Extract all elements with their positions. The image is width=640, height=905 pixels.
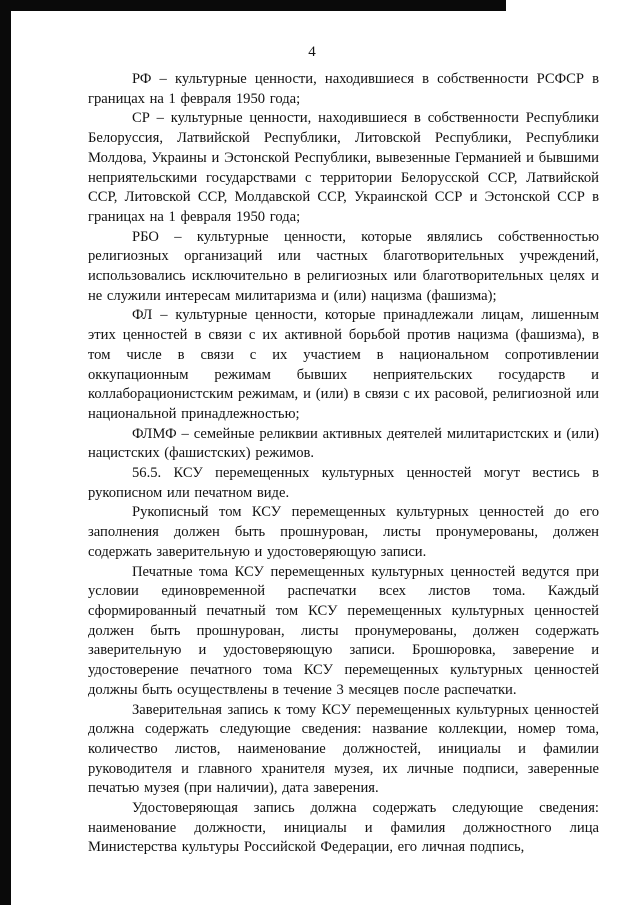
document-body xyxy=(88,70,599,858)
paragraph: РФ – культурные ценности, находившиеся в собственности РСФСР в границах на 1 февраля 1950 года; xyxy=(88,71,599,107)
paragraph: СР – культурные ценности, находившиеся в собственности Республики Белоруссия, Латвийской Республики, Литовской Республики, Республики Молдова, Украины и Эстонской Республики, вывезенные Германией и бывшими неприятельскими государствами с территории Белорусской ССР, Латвийской ССР, Литовской ССР, Молдавской ССР, Украинской ССР и Эстонской ССР в границах на 1 февраля 1950 года; xyxy=(88,110,599,225)
scan-border-top xyxy=(0,0,506,11)
paragraph: Печатные тома КСУ перемещенных культурных ценностей ведутся при условии единовременной распечатки всех листов тома. Каждый сформированный печатный том КСУ перемещенных культурных ценностей должен быть прошнурован, листы пронумерованы, должен содержать заверительную и удостоверяющую записи. Брошюровка, заверение и удостоверение печатного тома КСУ перемещенных культурных ценностей должны быть осуществлены в течение 3 месяцев после распечатки. xyxy=(88,563,599,698)
paragraph: Заверительная запись к тому КСУ перемещенных культурных ценностей должна содержать следующие сведения: название коллекции, номер тома, количество листов, наименование должностей, инициалы и фамилии руководителя и главного хранителя музея, их личные подписи, заверенные печатью музея (при наличии), дата заверения. xyxy=(88,701,599,797)
paragraph: ФЛМФ – семейные реликвии активных деятелей милитаристских и (или) нацистских (фашистских) режимов. xyxy=(88,425,599,462)
paragraph: РБО – культурные ценности, которые являлись собственностью религиозных организаций или частных благотворительных учреждений, использовались исключительно в религиозных или благотворительных целях и не служили интересам милитаризма и (или) нацизма (фашизма); xyxy=(88,228,599,304)
paragraph: 56.5. КСУ перемещенных культурных ценностей могут вестись в рукописном или печатном виде. xyxy=(88,465,599,501)
scan-border-left xyxy=(0,0,11,905)
paragraph: Рукописный том КСУ перемещенных культурных ценностей до его заполнения должен быть прошнурован, листы пронумерованы, должен содержать заверительную и удостоверяющую записи. xyxy=(88,504,599,560)
paragraph: ФЛ – культурные ценности, которые принадлежали лицам, лишенным этих ценностей в связи с их активной борьбой против нацизма (фашизма), в том числе в связи с их участием в национальном сопротивлении оккупационным режимам бывших неприятельских государств и коллаборационистским режимам, и (или) в связи с их расовой, религиозной или национальной принадлежностью; xyxy=(88,307,599,422)
page-number: 4 xyxy=(308,44,316,60)
paragraph: Удостоверяющая запись должна содержать следующие сведения: наименование должности, инициалы и фамилия должностного лица Министерства культуры Российской Федерации, его личная подпись, xyxy=(88,800,599,856)
